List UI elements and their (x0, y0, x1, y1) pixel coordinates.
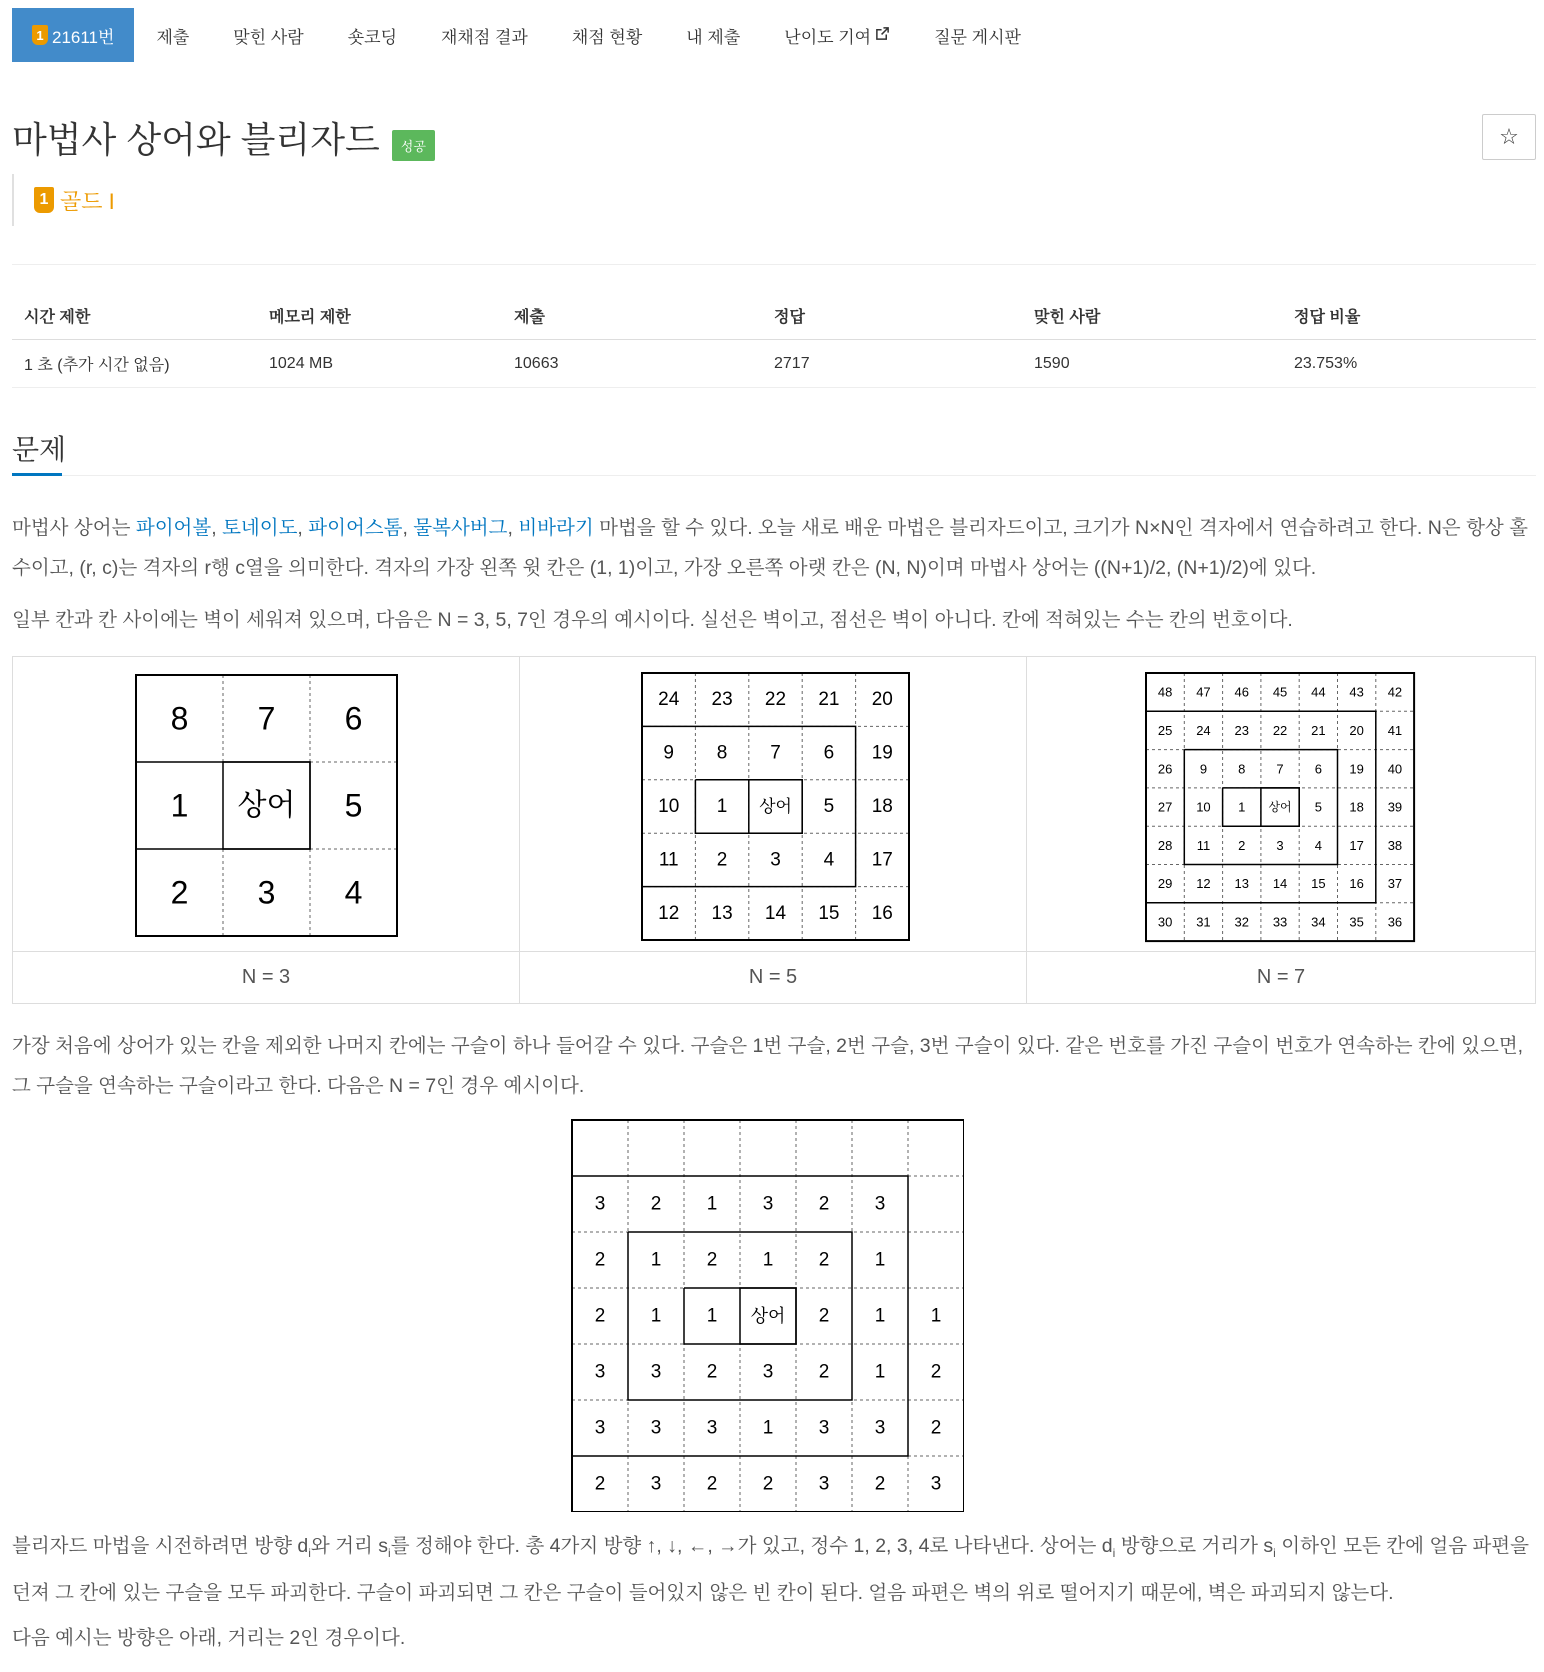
text: 방향으로 거리가 s (1115, 1535, 1274, 1557)
grid-cell-label: 32 (1234, 914, 1249, 930)
grid-cell-label: 2 (818, 1361, 830, 1383)
table-cell: 10663 (502, 340, 762, 388)
grid-cell-label: 25 (1157, 722, 1173, 738)
marble-grid-diagram (570, 1118, 964, 1512)
grid-cell-label: 2 (706, 1361, 718, 1383)
grid-cell-label: 3 (874, 1417, 886, 1439)
grid-cell-label: 5 (1314, 799, 1322, 815)
grid-cell-label: 33 (1272, 914, 1288, 930)
table-cell: 1 초 (추가 시간 없음) (12, 340, 257, 388)
grid-cell-label: 34 (1311, 914, 1326, 930)
table-header: 메모리 제한 (257, 294, 502, 340)
nav-tab-problem[interactable] (12, 8, 134, 62)
grid-n5-diagram (520, 657, 1027, 951)
divider (12, 264, 1536, 265)
link-tornado[interactable]: 토네이도 (222, 517, 298, 539)
grid-cell-label: 23 (1234, 722, 1249, 738)
text: , (507, 517, 519, 539)
grid-cell-label: 1 (762, 1417, 774, 1439)
status-badge: 성공 (392, 130, 435, 161)
problem-paragraph-4 (12, 1526, 1536, 1613)
grid-cell-label: 21 (1311, 722, 1326, 738)
grid-n7-diagram (1027, 657, 1535, 951)
grid-cell-label: 3 (650, 1361, 662, 1383)
grid-cell-label: 27 (1157, 799, 1173, 815)
link-firestorm[interactable]: 파이어스톰 (308, 517, 403, 539)
grid-cell-label: 18 (1349, 799, 1364, 815)
subscript: i (1273, 1545, 1276, 1560)
table-cell: 2717 (762, 340, 1022, 388)
grid-cell-label: 11 (1196, 837, 1211, 853)
nav-tab-submit[interactable]: 제출 (156, 27, 190, 47)
grid-cell-label: 12 (1196, 876, 1211, 892)
grid-cell-label: 24 (1196, 722, 1211, 738)
grid-cell-label: 21 (818, 689, 840, 711)
grid-cell-label: 상어 (759, 797, 792, 816)
grid-cell-label: 22 (1272, 722, 1288, 738)
link-fireball[interactable]: 파이어볼 (135, 517, 212, 539)
grid-cell-label: 4 (1314, 837, 1322, 853)
tier-icon: 1 (32, 25, 48, 45)
grid-cell-label: 41 (1387, 722, 1403, 738)
table-header: 맞힌 사람 (1022, 294, 1282, 340)
grid-cell-label: 48 (1157, 684, 1173, 700)
tier-icon: 1 (34, 187, 54, 213)
grid-cell-label: 16 (871, 902, 893, 924)
grid-cell-label: 1 (650, 1305, 662, 1327)
link-bibaragi[interactable]: 비바라기 (518, 517, 594, 539)
grid-cell-label: 1 (762, 1249, 774, 1271)
grid-cell-label: 3 (257, 874, 276, 911)
examples-table (12, 656, 1536, 1004)
grid-cell-label: 45 (1272, 684, 1288, 700)
grid-cell-label: 2 (706, 1249, 718, 1271)
title-row (12, 112, 435, 163)
grid-cell-label: 5 (823, 796, 835, 817)
grid-cell-label: 19 (871, 742, 893, 764)
grid-cell-label: 22 (764, 689, 787, 711)
grid-cell-label: 2 (594, 1249, 606, 1271)
divider (12, 475, 1536, 476)
grid-cell-label: 7 (770, 742, 781, 764)
table-row (12, 340, 1536, 388)
example-n3 (13, 657, 520, 951)
table-cell: 1590 (1022, 340, 1282, 388)
nav-problem-id: 21611번 (52, 27, 115, 47)
grid-cell-label: 20 (871, 689, 893, 711)
grid-cell-label: 12 (658, 902, 680, 924)
grid-cell-label: 29 (1157, 876, 1173, 892)
grid-cell-label: 1 (874, 1305, 886, 1327)
grid-cell-label: 2 (170, 874, 189, 911)
grid-cell-label: 15 (818, 902, 840, 924)
grid-cell-label: 30 (1157, 914, 1173, 930)
grid-cell-label: 39 (1387, 799, 1403, 815)
grid-cell-label: 2 (716, 849, 728, 871)
text: 마법사 상어는 (12, 517, 136, 539)
grid-cell-label: 37 (1387, 876, 1403, 892)
grid-cell-label: 13 (1234, 876, 1249, 892)
grid-cell-label: 2 (930, 1417, 942, 1439)
table-header: 정답 (762, 294, 1022, 340)
caption-n7: N = 7 (1027, 951, 1535, 1003)
grid-cell-label: 24 (658, 689, 680, 711)
grid-cell-label: 1 (650, 1249, 662, 1271)
table-header: 시간 제한 (12, 294, 257, 340)
grid-cell-label: 7 (1276, 761, 1284, 777)
problem-paragraph-5: 다음 예시는 방향은 아래, 거리는 2인 경우이다. (12, 1627, 406, 1649)
grid-cell-label: 1 (874, 1361, 886, 1383)
grid-cell-label: 2 (818, 1193, 830, 1215)
grid-cell-label: 5 (344, 787, 363, 824)
grid-cell-label: 2 (874, 1473, 886, 1495)
grid-cell-label: 46 (1234, 684, 1249, 700)
subscript: i (308, 1545, 311, 1560)
text: 이하인 모든 칸에 얼음 파편을 던져 그 칸에 있는 구슬을 모두 파괴한다. 구슬이 파괴되면 그 칸은 구슬이 들어있지 않은 빈 칸이 된다. 얼음 파편은 벽의 위로 떨어지기 때문에, 벽은 파괴되지 않는다. (12, 1535, 1529, 1604)
grid-cell-label: 3 (762, 1361, 774, 1383)
grid-cell-label: 1 (1238, 799, 1246, 815)
nav-tab-board[interactable]: 질문 게시판 (934, 27, 1021, 47)
grid-cell-label: 43 (1349, 684, 1364, 700)
grid-cell-label: 4 (823, 849, 835, 871)
grid-cell-label: 2 (1238, 837, 1246, 853)
tier-row (12, 174, 115, 226)
grid-cell-label: 40 (1387, 761, 1403, 777)
grid-cell-label: 1 (706, 1305, 718, 1327)
section-title: 문제 (12, 434, 67, 465)
text: 마법을 할 수 있다. 오늘 새로 배운 마법은 블리자드이고, 크기가 N×N인 격자에서 연습하려고 한다. N은 항상 홀수이고, (r, c)는 격자의 r행 c열을 의미한다. 격자의 가장 왼쪽 윗 칸은 (1, 1)이고, 가장 오른쪽 아랫 칸은 (N, N)이며 마법사 상어는 ((N+1)/2, (N+1)/2)에 있다. (12, 517, 1528, 579)
text: , (297, 517, 309, 539)
problem-paragraph-2: 일부 칸과 칸 사이에는 벽이 세워져 있으며, 다음은 N = 3, 5, 7인 경우의 예시이다. 실선은 벽이고, 점선은 벽이 아니다. 칸에 적혀있는 수는 칸의 번호이다. (12, 609, 1293, 631)
text: 와 거리 s (310, 1535, 389, 1557)
grid-cell-label: 13 (711, 902, 733, 924)
grid-cell-label: 6 (344, 700, 363, 737)
nav-tab-my-submissions[interactable]: 내 제출 (686, 27, 741, 47)
external-link-icon (875, 26, 890, 45)
text: 를 정해야 한다. 총 4가지 방향 ↑, ↓, ←, →가 있고, 정수 1, 2, 3, 4로 나타낸다. 상어는 d (390, 1535, 1113, 1557)
nav-tab-shortcoding[interactable]: 숏코딩 (347, 27, 397, 47)
grid-cell-label: 10 (1196, 799, 1211, 815)
grid-cell-label: 31 (1196, 914, 1211, 930)
grid-cell-label: 35 (1349, 914, 1364, 930)
grid-cell-label: 2 (650, 1193, 662, 1215)
grid-cell-label: 10 (658, 796, 680, 817)
grid-cell-label: 8 (1238, 761, 1246, 777)
grid-cell-label: 2 (818, 1305, 830, 1327)
tier-name[interactable]: 골드 I (60, 188, 115, 214)
grid-cell-label: 20 (1349, 722, 1364, 738)
grid-cell-label: 2 (762, 1473, 774, 1495)
star-icon: ☆ (1499, 124, 1519, 149)
caption-n3: N = 3 (13, 951, 520, 1003)
grid-cell-label: 18 (871, 796, 893, 817)
grid-cell-label: 3 (930, 1473, 942, 1495)
grid-cell-label: 17 (1349, 837, 1364, 853)
grid-cell-label: 14 (764, 902, 787, 924)
grid-cell-label: 2 (930, 1361, 942, 1383)
caption-n5: N = 5 (520, 951, 1027, 1003)
grid-cell-label: 6 (823, 742, 835, 764)
nav-difficulty-label: 난이도 기여 (784, 27, 872, 47)
problem-info-table (12, 294, 1536, 388)
page-title: 마법사 상어와 블리자드 (12, 119, 380, 160)
grid-cell-label: 26 (1157, 761, 1173, 777)
grid-cell-label: 38 (1387, 837, 1403, 853)
grid-cell-label: 15 (1311, 876, 1326, 892)
link-water-copy-bug[interactable]: 물복사버그 (413, 517, 508, 539)
grid-cell-label: 1 (170, 787, 189, 824)
grid-cell-label: 16 (1349, 876, 1364, 892)
grid-cell-label: 2 (594, 1305, 606, 1327)
grid-cell-label: 3 (770, 849, 781, 871)
grid-cell-label: 14 (1272, 876, 1288, 892)
grid-cell-label: 44 (1311, 684, 1326, 700)
grid-cell-label: 3 (762, 1193, 774, 1215)
star-button[interactable] (1482, 114, 1536, 160)
grid-cell-label: 1 (706, 1193, 718, 1215)
text: , (211, 517, 223, 539)
grid-n3-diagram (13, 657, 520, 951)
grid-cell-label: 28 (1157, 837, 1173, 853)
nav-tab-solvers[interactable]: 맞힌 사람 (233, 27, 304, 47)
nav-tab-status[interactable]: 채점 현황 (571, 27, 643, 47)
grid-cell-label: 2 (594, 1473, 606, 1495)
nav-tab-difficulty[interactable] (762, 8, 912, 62)
grid-cell-label: 17 (871, 849, 893, 871)
table-header: 정답 비율 (1282, 294, 1536, 340)
grid-cell-label: 1 (930, 1305, 942, 1327)
nav-tab-rejudge[interactable]: 재채점 결과 (441, 27, 528, 47)
text: 블리자드 마법을 시전하려면 방향 d (12, 1535, 309, 1557)
grid-cell-label: 19 (1349, 761, 1364, 777)
grid-cell-label: 47 (1196, 684, 1211, 700)
grid-cell-label: 3 (650, 1417, 662, 1439)
grid-cell-label: 3 (594, 1361, 606, 1383)
table-cell: 23.753% (1282, 340, 1536, 388)
grid-cell-label: 상어 (750, 1306, 786, 1326)
grid-cell-label: 7 (257, 700, 276, 737)
problem-nav (12, 8, 1043, 62)
grid-cell-label: 36 (1387, 914, 1403, 930)
problem-paragraph-3: 가장 처음에 상어가 있는 칸을 제외한 나머지 칸에는 구슬이 하나 들어갈 수 있다. 구슬은 1번 구슬, 2번 구슬, 3번 구슬이 있다. 같은 번호를 가진 구슬이 번호가 연속하는 칸에 있으면, 그 구슬을 연속하는 구슬이라고 한다. 다음은 N = 7인 경우 예시이다. (12, 1035, 1524, 1097)
grid-cell-label: 2 (818, 1249, 830, 1271)
grid-cell-label: 2 (706, 1473, 718, 1495)
grid-cell-label: 1 (716, 796, 728, 817)
grid-cell-label: 3 (594, 1417, 606, 1439)
grid-cell-label: 9 (663, 742, 674, 764)
grid-cell-label: 3 (706, 1417, 718, 1439)
grid-cell-label: 3 (650, 1473, 662, 1495)
grid-cell-label: 3 (594, 1193, 606, 1215)
grid-cell-label: 8 (716, 742, 728, 764)
example-n5 (520, 657, 1027, 951)
subscript: i (1112, 1545, 1116, 1560)
grid-cell-label: 4 (344, 874, 363, 911)
section-underline (12, 473, 62, 476)
grid-cell-label: 6 (1314, 761, 1322, 777)
grid-cell-label: 3 (874, 1193, 886, 1215)
problem-paragraph-1 (12, 508, 1536, 588)
grid-cell-label: 3 (1276, 837, 1284, 853)
grid-cell-label: 9 (1199, 761, 1208, 777)
example-n7 (1027, 657, 1535, 951)
grid-cell-label: 상어 (237, 789, 296, 822)
grid-cell-label: 3 (818, 1473, 830, 1495)
text: , (402, 517, 414, 539)
grid-cell-label: 3 (818, 1417, 830, 1439)
subscript: i (388, 1545, 391, 1560)
grid-cell-label: 23 (711, 689, 733, 711)
table-cell: 1024 MB (257, 340, 502, 388)
grid-cell-label: 11 (658, 849, 679, 871)
grid-cell-label: 42 (1387, 684, 1403, 700)
grid-cell-label: 8 (170, 700, 189, 737)
grid-cell-label: 1 (874, 1249, 886, 1271)
grid-cell-label: 상어 (1268, 800, 1292, 815)
table-header: 제출 (502, 294, 762, 340)
